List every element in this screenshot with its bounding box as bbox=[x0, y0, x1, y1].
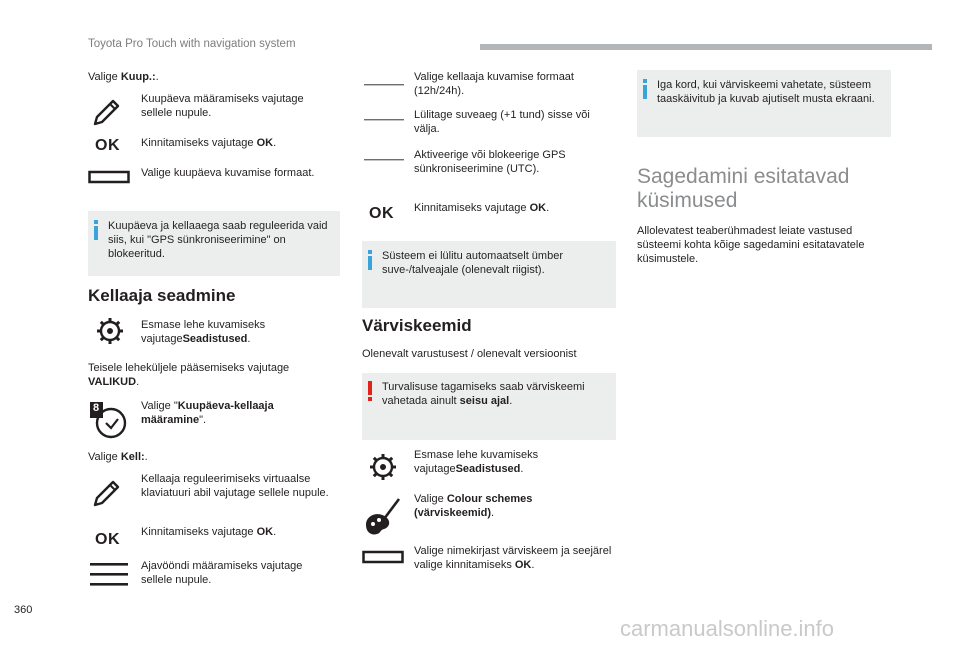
ok-icon: OK bbox=[95, 137, 120, 154]
page-badge: 8 bbox=[93, 402, 100, 414]
header-bar bbox=[480, 44, 932, 50]
warning-icon bbox=[367, 381, 373, 401]
clock-format-text: Valige kellaaja kuvamise formaat (12h/24h). bbox=[414, 71, 574, 97]
info-note-restart-text: Iga kord, kui värviskeemi vahetate, süsteem taaskäivitub ja kuvab ajutiselt musta ekraani. bbox=[657, 79, 875, 105]
menu-list-icon bbox=[90, 562, 128, 588]
time-edit-text: Kellaaja reguleerimiseks virtuaalse klaviatuuri abil vajutage sellele nupule. bbox=[141, 473, 329, 499]
section-heading-time: Kellaaja seadmine bbox=[88, 286, 236, 305]
date-format-text: Valige kuupäeva kuvamise formaat. bbox=[141, 167, 315, 179]
pencil-icon bbox=[92, 97, 122, 127]
gps-sync-text: Aktiveerige või blokeerige GPS sünkroniseerimine (UTC). bbox=[414, 149, 566, 175]
running-header: Toyota Pro Touch with navigation system bbox=[88, 38, 296, 50]
ok-icon: OK bbox=[369, 205, 394, 222]
warning-note-text: Turvalisuse tagamiseks saab värviskeemi vahetada ainult seisu ajal. bbox=[382, 381, 585, 407]
section-heading-colors: Värviskeemid bbox=[362, 316, 472, 335]
info-icon bbox=[367, 250, 373, 270]
info-icon bbox=[642, 79, 648, 99]
info-note-gps bbox=[88, 211, 340, 276]
choose-scheme-text: Valige nimekirjast värviskeem ja seejärel valige kinnitamiseks OK. bbox=[414, 545, 612, 571]
warning-note bbox=[362, 373, 616, 440]
time-intro: Valige Kell:. bbox=[88, 451, 148, 463]
info-note-dst bbox=[362, 241, 616, 308]
watermark: carmanualsonline.info bbox=[620, 616, 835, 641]
faq-intro-text: Allolevatest teaberühmadest leiate vastused süsteemi kohta kõige sagedamini esitatavatele küsimustele. bbox=[637, 225, 865, 265]
ok-icon: OK bbox=[95, 531, 120, 548]
color-schemes-text: Valige Colour schemes (värviskeemid). bbox=[414, 493, 533, 519]
palette-brush-icon bbox=[364, 497, 402, 537]
info-note-gps-text: Kuupäeva ja kellaaega saab reguleerida vaid siis, kui "GPS sünkroniseerimine" on blokeeritud. bbox=[108, 220, 328, 260]
options-text: Teisele leheküljele pääsemiseks vajutage VALIKUD. bbox=[88, 362, 290, 388]
info-icon bbox=[93, 220, 99, 240]
page-number: 360 bbox=[14, 604, 33, 616]
date-intro: Valige Kuup.:. bbox=[88, 71, 159, 83]
settings-text-2: Esmase lehe kuvamiseks vajutageSeadistused. bbox=[414, 449, 539, 475]
info-note-restart bbox=[637, 70, 891, 137]
date-edit-text: Kuupäeva määramiseks vajutage sellele nupule. bbox=[141, 93, 304, 119]
date-confirm-text: Kinnitamiseks vajutage OK. bbox=[141, 137, 277, 149]
time-confirm-text: Kinnitamiseks vajutage OK. bbox=[141, 526, 277, 538]
gear-icon bbox=[96, 317, 124, 345]
gear-icon bbox=[369, 453, 397, 481]
dash-line-icon bbox=[364, 83, 404, 87]
version-text: Olenevalt varustusest / olenevalt versioonist bbox=[362, 348, 577, 360]
dash-line-icon bbox=[364, 118, 404, 122]
info-note-dst-text: Süsteem ei lülitu automaatselt ümber suve-/talveajale (olenevalt riigist). bbox=[382, 250, 563, 276]
list-select-icon bbox=[362, 550, 404, 564]
section-heading-faq: Sagedamini esitatavad küsimused bbox=[637, 165, 850, 212]
dst-text: Lülitage suveaeg (+1 tund) sisse või välja. bbox=[414, 109, 590, 135]
timezone-text: Ajavööndi määramiseks vajutage sellele nupule. bbox=[141, 560, 303, 586]
dash-line-icon bbox=[364, 158, 404, 162]
settings-text-1: Esmase lehe kuvamiseks vajutageSeadistused. bbox=[141, 319, 266, 345]
format-button-icon bbox=[88, 170, 130, 184]
time-confirm-text-2: Kinnitamiseks vajutage OK. bbox=[414, 202, 550, 214]
pencil-icon bbox=[92, 478, 122, 508]
datetime-select-text: Valige "Kuupäeva-kellaaja määramine". bbox=[141, 400, 274, 426]
